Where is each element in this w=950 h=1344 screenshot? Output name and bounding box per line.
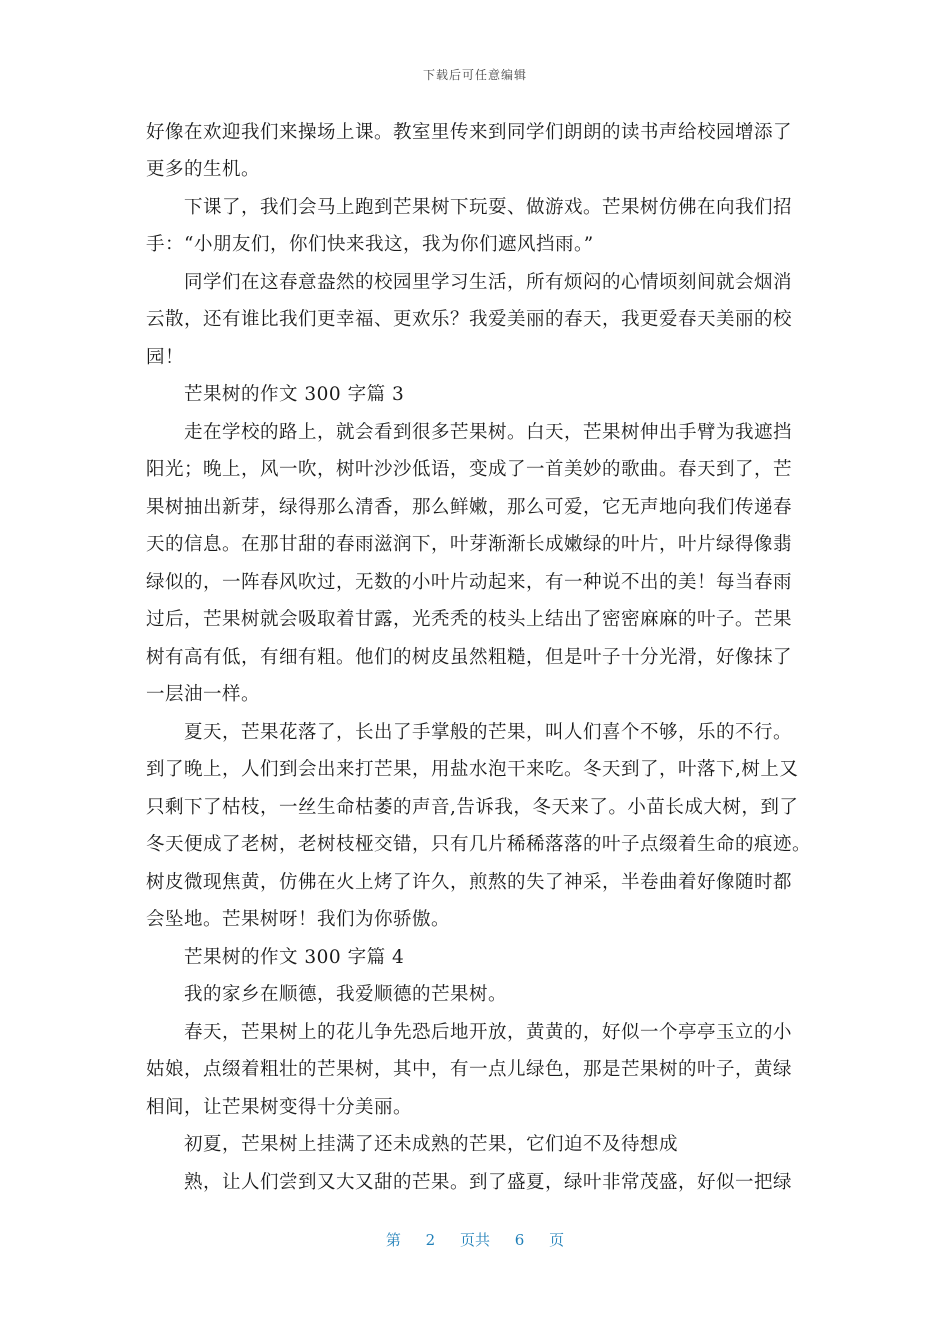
text-line: 我的家乡在顺德，我爱顺德的芒果树。 (146, 984, 508, 1005)
text-line: 好像在欢迎我们来操场上课。教室里传来到同学们朗朗的读书声给校园增添了 (146, 122, 793, 143)
text-line: 冬天便成了老树，老树枝桠交错，只有几片稀稀落落的叶子点缀着生命的痕迹。 (146, 834, 812, 855)
text-line: 熟，让人们尝到又大又甜的芒果。到了盛夏，绿叶非常茂盛，好似一把绿 (146, 1172, 793, 1193)
section-heading: 芒果树的作文 300 字篇 4 (146, 947, 405, 968)
text-line: 更多的生机。 (146, 159, 261, 180)
text-line: 过后，芒果树就会吸取着甘露，光秃秃的枝头上结出了密密麻麻的叶子。芒果 (146, 609, 793, 630)
footer-suffix: 页 (549, 1231, 565, 1249)
text-line: 树有高有低，有细有粗。他们的树皮虽然粗糙，但是叶子十分光滑，好像抹了 (146, 647, 793, 668)
text-line: 到了晚上，人们到会出来打芒果，用盐水泡干来吃。冬天到了，叶落下,树上又 (146, 759, 799, 780)
text-line: 会坠地。芒果树呀！我们为你骄傲。 (146, 909, 451, 930)
text-line: 果树抽出新芽，绿得那么清香，那么鲜嫩，那么可爱，它无声地向我们传递春 (146, 497, 793, 518)
text-line: 下课了，我们会马上跑到芒果树下玩耍、做游戏。芒果树仿佛在向我们招 (146, 197, 793, 218)
text-line: 春天，芒果树上的花儿争先恐后地开放，黄黄的，好似一个亭亭玉立的小 (146, 1022, 793, 1043)
text-line: 一层油一样。 (146, 684, 261, 705)
text-line: 树皮微现焦黄，仿佛在火上烤了许久，煎熬的失了神采，半卷曲着好像随时都 (146, 872, 793, 893)
text-line: 云散，还有谁比我们更幸福、更欢乐？我爱美丽的春天，我更爱春天美丽的校 (146, 309, 793, 330)
footer-prefix: 第 (385, 1231, 401, 1249)
text-line: 天的信息。在那甘甜的春雨滋润下，叶芽渐渐长成嫩绿的叶片，叶片绿得像翡 (146, 534, 793, 555)
text-line: 相间，让芒果树变得十分美丽。 (146, 1097, 413, 1118)
text-line: 绿似的，一阵春风吹过，无数的小叶片动起来，有一种说不出的美！每当春雨 (146, 572, 793, 593)
section-heading: 芒果树的作文 300 字篇 3 (146, 384, 405, 405)
text-line: 姑娘，点缀着粗壮的芒果树，其中，有一点儿绿色，那是芒果树的叶子，黄绿 (146, 1059, 793, 1080)
page-header: 下载后可任意编辑 (422, 68, 527, 82)
text-line: 初夏，芒果树上挂满了还未成熟的芒果，它们迫不及待想成 (146, 1134, 679, 1155)
text-line: 手：“小朋友们，你们快来我这，我为你们遮风挡雨。” (146, 234, 594, 255)
text-line: 阳光；晚上，风一吹，树叶沙沙低语，变成了一首美妙的歌曲。春天到了，芒 (146, 459, 793, 480)
current-page-number: 2 (425, 1231, 436, 1249)
text-line: 只剩下了枯枝，一丝生命枯萎的声音,告诉我，冬天来了。小苗长成大树，到了 (146, 797, 799, 818)
page-footer (0, 1229, 950, 1250)
text-line: 走在学校的路上，就会看到很多芒果树。白天，芒果树伸出手臂为我遮挡 (146, 422, 793, 443)
text-line: 同学们在这春意盎然的校园里学习生活，所有烦闷的心情顷刻间就会烟消 (146, 272, 793, 293)
text-line: 夏天，芒果花落了，长出了手掌般的芒果，叫人们喜个不够，乐的不行。 (146, 722, 793, 743)
total-page-count: 6 (514, 1231, 525, 1249)
text-line: 园！ (146, 347, 185, 368)
footer-middle: 页共 (459, 1231, 490, 1249)
